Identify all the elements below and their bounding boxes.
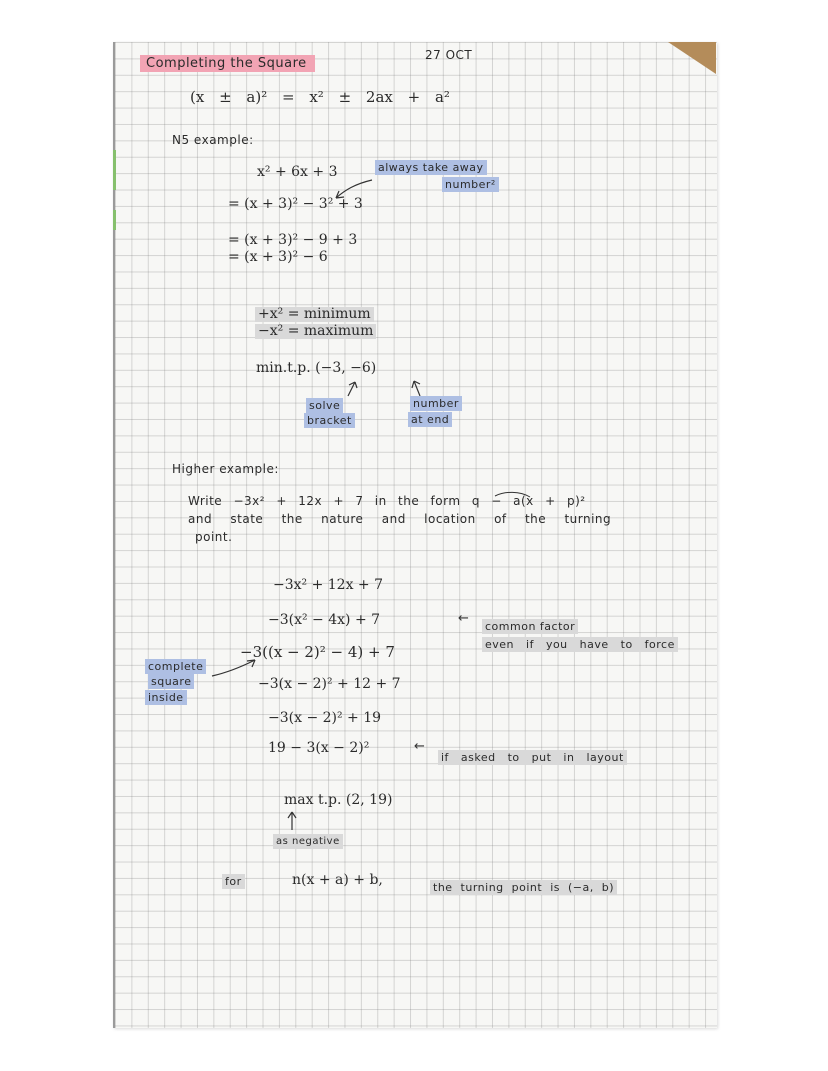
left-arrow-icon: ← <box>414 739 425 754</box>
n5-step-1: = (x + 3)² − 3² + 3 <box>228 196 363 212</box>
higher-turning-point: max t.p. (2, 19) <box>284 792 393 808</box>
question-line-3: point. <box>195 530 233 544</box>
note-complete: complete <box>145 659 206 674</box>
higher-step-2: −3((x − 2)² − 4) + 7 <box>240 643 395 661</box>
note-inside: inside <box>145 690 187 705</box>
maximum-rule: −x² = maximum <box>255 324 376 339</box>
question-line-1: Write −3x² + 12x + 7 in the form q − a(x + p)² <box>188 494 586 508</box>
note-even-if-force: even if you have to force <box>482 637 678 652</box>
n5-expression: x² + 6x + 3 <box>257 164 338 180</box>
footer-formula: n(x + a) + b, <box>292 872 383 888</box>
higher-heading: Higher example: <box>172 462 279 476</box>
note-number-squared: number² <box>442 177 499 192</box>
left-arrow-icon: ← <box>458 611 469 626</box>
question-line-2: and state the nature and location of the turning <box>188 512 612 526</box>
page-title: Completing the Square <box>140 55 315 72</box>
higher-step-0: −3x² + 12x + 7 <box>273 577 384 593</box>
solve-arrow <box>348 382 357 396</box>
n5-step-2: = (x + 3)² − 9 + 3 <box>228 232 358 248</box>
note-square: square <box>148 674 194 689</box>
higher-step-4: −3(x − 2)² + 19 <box>268 710 382 726</box>
n5-turning-point: min.t.p. (−3, −6) <box>256 360 377 376</box>
date-label: 27 OCT <box>425 48 473 62</box>
note-at-end: at end <box>408 412 452 427</box>
note-bracket: bracket <box>304 413 355 428</box>
n5-step-3: = (x + 3)² − 6 <box>228 249 328 265</box>
higher-step-5: 19 − 3(x − 2)² <box>268 740 370 756</box>
identity-formula: (x ± a)² = x² ± 2ax + a² <box>190 88 450 106</box>
note-as-negative: as negative <box>273 834 343 849</box>
note-solve: solve <box>306 398 343 413</box>
footer-for: for <box>222 874 245 889</box>
note-layout: if asked to put in layout <box>438 750 627 765</box>
note-number: number <box>410 396 462 411</box>
complete-arrow <box>212 660 255 676</box>
number-arrow <box>412 381 420 396</box>
footer-turning-point: the turning point is (−a, b) <box>430 880 617 895</box>
note-common-factor: common factor <box>482 619 578 634</box>
n5-heading: N5 example: <box>172 133 254 147</box>
minimum-rule: +x² = minimum <box>255 307 374 322</box>
negative-arrow <box>288 812 296 830</box>
higher-step-1: −3(x² − 4x) + 7 <box>268 612 381 628</box>
note-always-take-away: always take away <box>375 160 487 175</box>
higher-step-3: −3(x − 2)² + 12 + 7 <box>258 676 401 692</box>
